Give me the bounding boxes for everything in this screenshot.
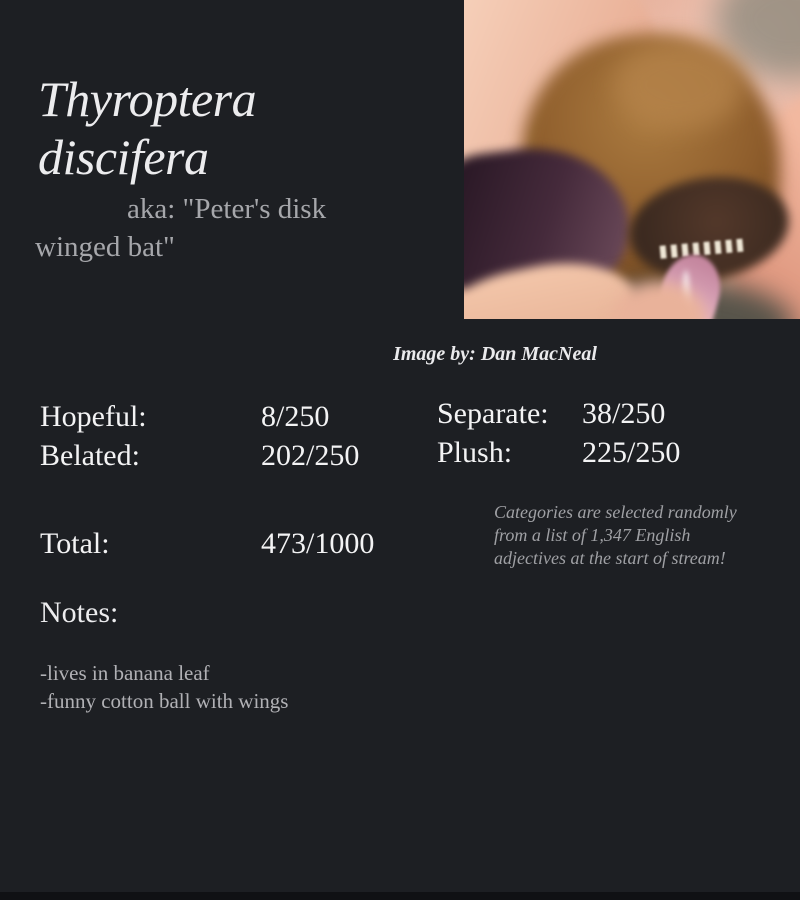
note-item: -funny cotton ball with wings	[40, 688, 289, 713]
species-title-line2: discifera	[38, 129, 209, 185]
common-name-subtitle: aka: "Peter's disk winged bat"	[35, 193, 327, 263]
stat-row-plush	[0, 436, 800, 472]
notes-heading: Notes:	[40, 596, 119, 629]
stat-row-separate	[0, 397, 800, 433]
stat-label: Plush:	[437, 436, 513, 469]
note-item: -lives in banana leaf	[40, 661, 210, 685]
species-title	[38, 70, 256, 186]
stat-value: 8/250	[261, 400, 330, 433]
category-explanation-note: Categories are selected randomly from a list of 1,347 English adjectives at the start of stream!	[494, 502, 737, 568]
stat-value: 225/250	[582, 436, 681, 469]
bottom-edge-strip	[0, 892, 800, 900]
species-title-line1: Thyroptera	[38, 71, 257, 127]
bat-fur-highlight-shape	[614, 40, 744, 130]
stat-value: 38/250	[582, 397, 666, 430]
stat-value: 202/250	[261, 439, 360, 472]
stat-label: Hopeful:	[40, 400, 147, 433]
notes-list	[40, 660, 288, 715]
bat-photo	[464, 0, 800, 319]
stat-label: Belated:	[40, 439, 140, 472]
photo-credit: Image by: Dan MacNeal	[393, 343, 597, 365]
stat-label: Total:	[40, 527, 110, 560]
stat-label: Separate:	[437, 397, 549, 430]
stat-value: 473/1000	[261, 527, 375, 560]
